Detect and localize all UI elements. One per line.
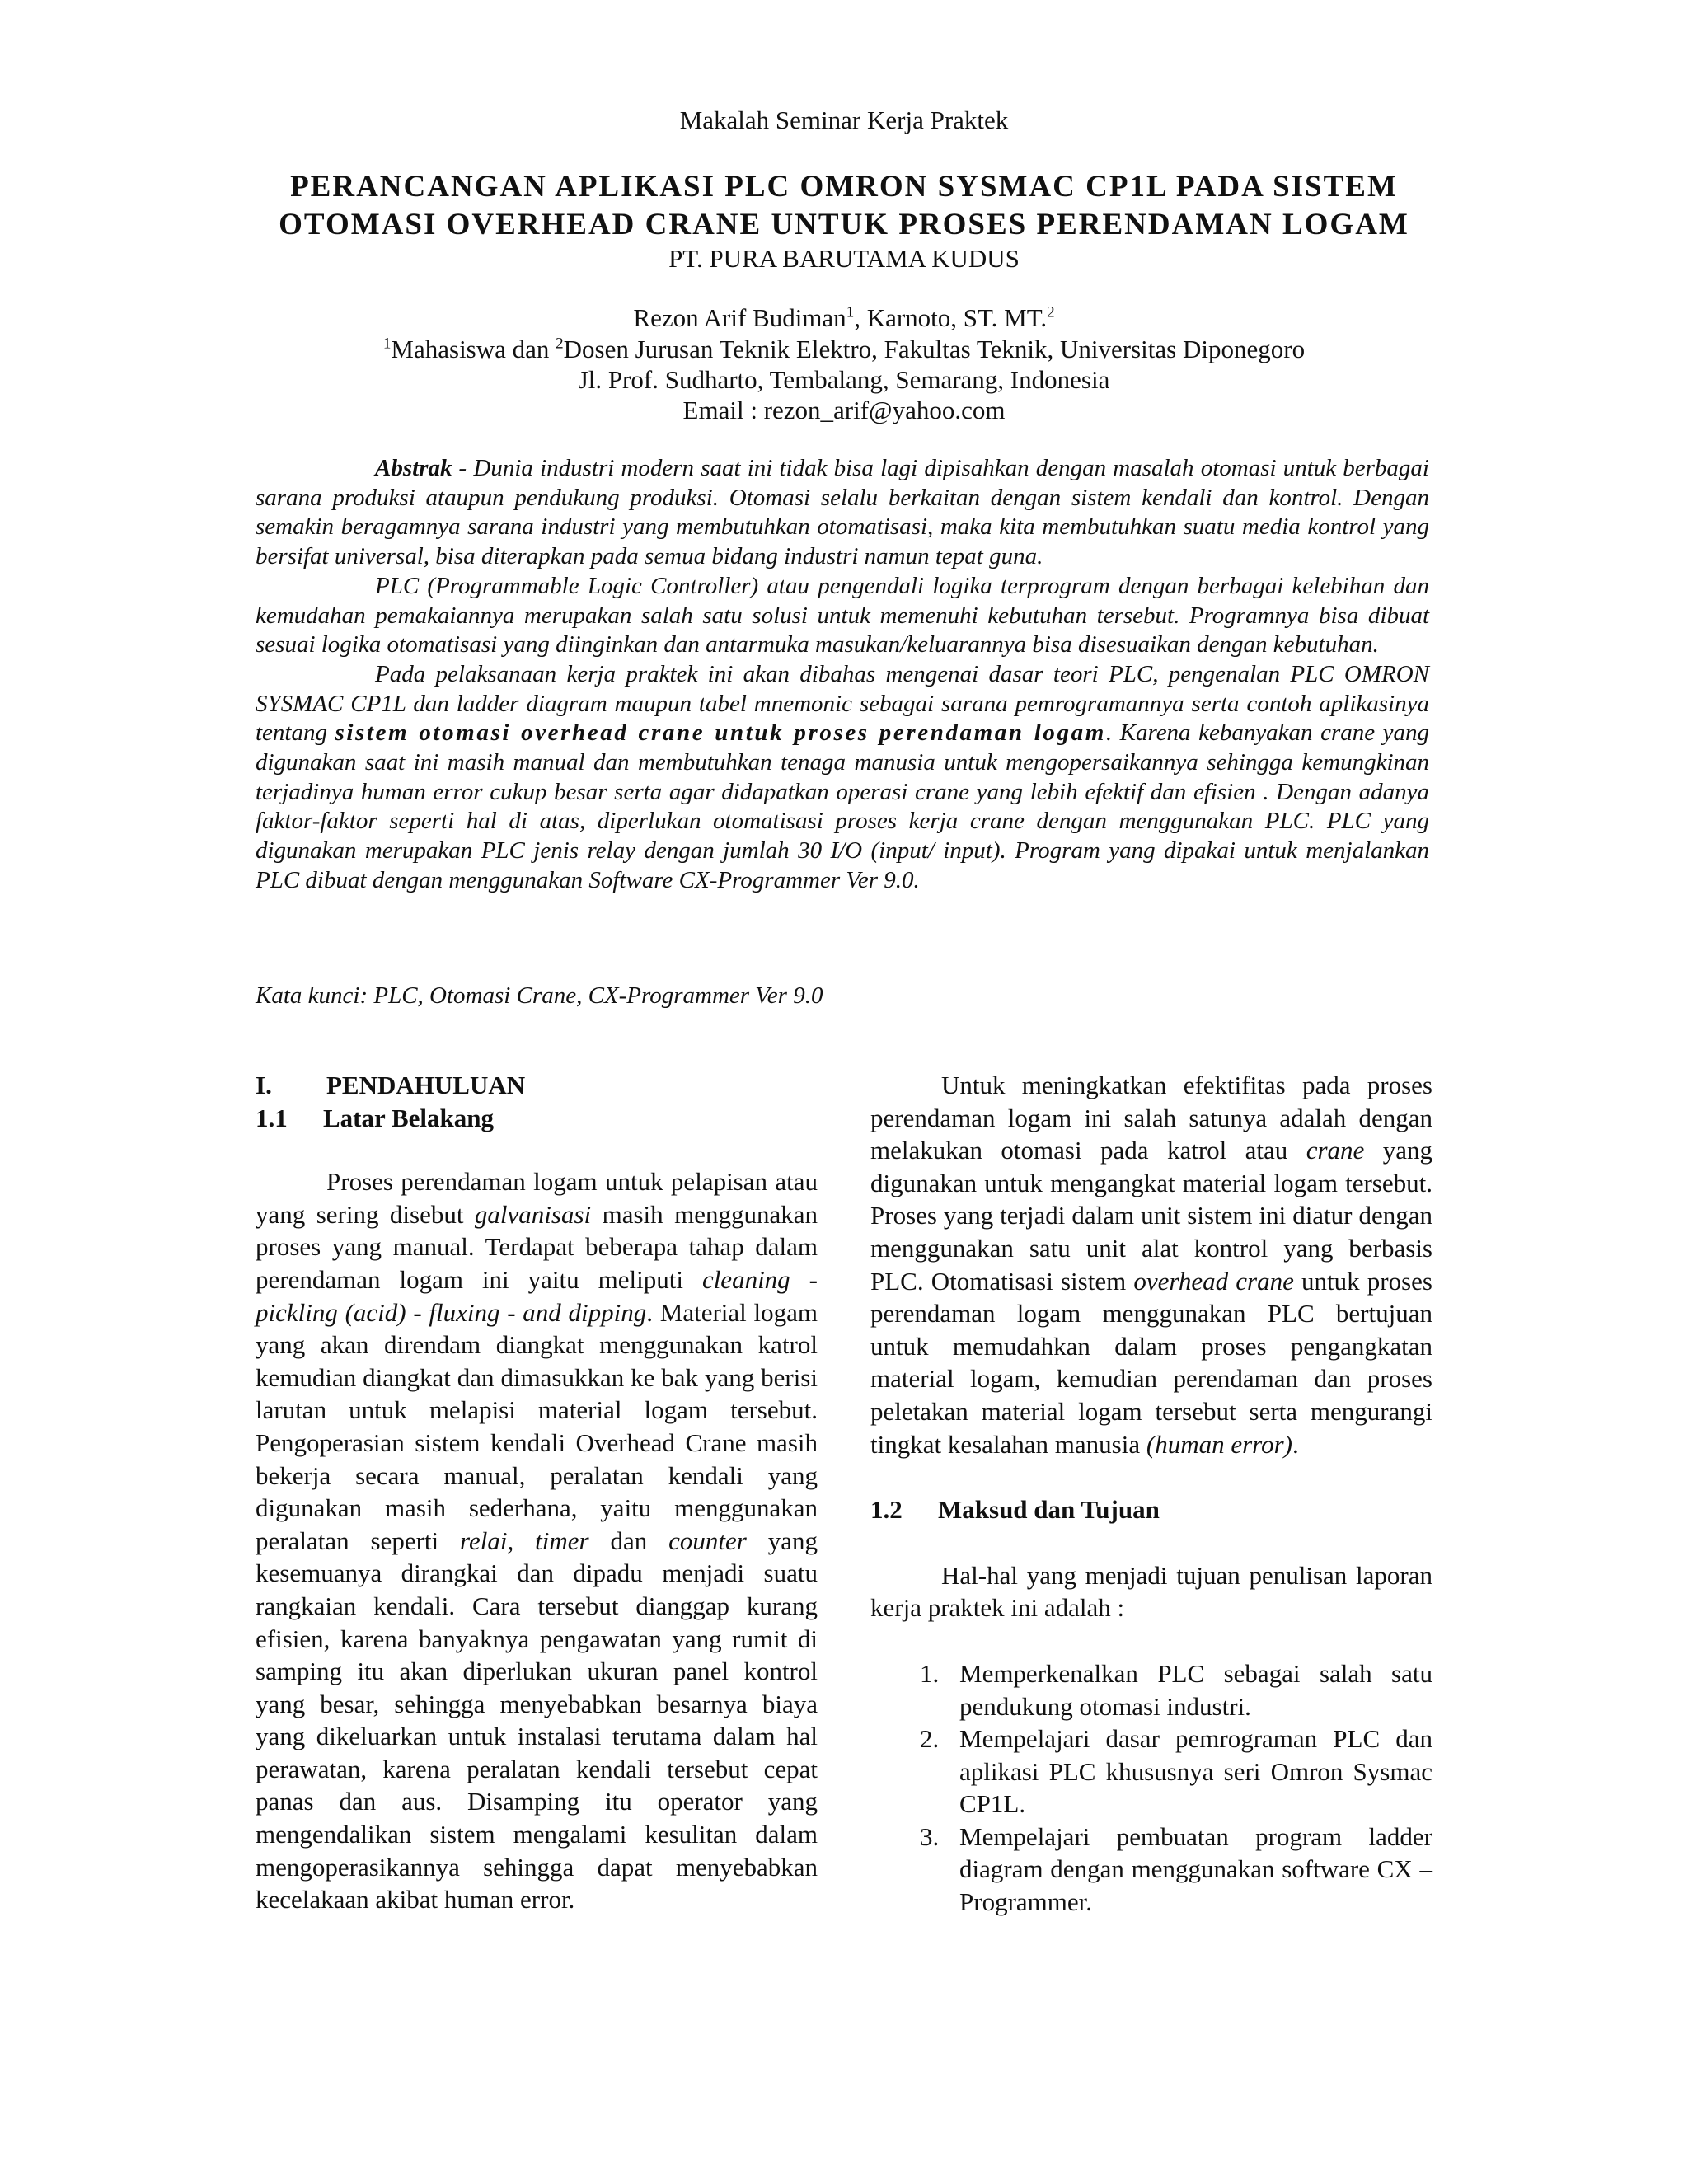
subsection-title: Maksud dan Tujuan (938, 1495, 1160, 1525)
affiliation-sup-2: 2 (556, 335, 564, 353)
keywords: Kata kunci: PLC, Otomasi Crane, CX-Programmer Ver 9.0 (256, 982, 823, 1009)
subsection-number: 1.1 (256, 1103, 288, 1132)
affiliation (0, 335, 1688, 364)
author-1: Rezon Arif Budiman (633, 303, 846, 332)
list-number: 2. (920, 1724, 940, 1754)
author-1-sup: 1 (846, 303, 855, 321)
list-item (870, 1821, 1432, 1919)
body-paragraph-2 (870, 1069, 1432, 1460)
list-item (870, 1657, 1432, 1722)
list-text: Memperkenalkan PLC sebagai salah satu pendukung otomasi industri. (959, 1658, 1432, 1721)
abstract-text-1: Dunia industri modern saat ini tidak bisa lagi dipisahkan dengan masalah otomasi untuk berbagai sarana produksi ataupun pendukung produksi. Otomasi selalu berkaitan dengan sistem kendali dan kontrol. Dengan semakin beragamnya sarana industri yang membutuhkan otomatisasi, maka kita membutuhkan suatu media kontrol yang bersifat universal, bisa diterapkan pada semua bidang industri namun tepat guna. (256, 455, 1429, 570)
text-run: dan (588, 1526, 669, 1555)
text-run: Untuk meningkatkan efektifitas pada proses perendaman logam ini salah satunya adalah dengan melakukan otomasi pada katrol atau (870, 1071, 1432, 1165)
italic-run: overhead crane (1133, 1266, 1294, 1296)
italic-run: counter (668, 1526, 747, 1555)
section-number: I. (256, 1071, 272, 1099)
email: Email : rezon_arif@yahoo.com (682, 396, 1006, 424)
italic-run: (human error) (1146, 1429, 1292, 1459)
paper-title-line-1: PERANCANGAN APLIKASI PLC OMRON SYSMAC CP1L PADA SISTEM (290, 170, 1398, 204)
text-run: Proses perendaman logam untuk pelapisan atau yang sering disebut (256, 1167, 818, 1229)
section-title: PENDAHULUAN (326, 1071, 526, 1099)
text-run: masih menggunakan proses yang manual. Terdapat beberapa tahap dalam perendaman logam ini yaitu meliputi (256, 1199, 818, 1294)
left-column (256, 1069, 818, 1916)
text-run: . (1292, 1429, 1299, 1459)
abstract-text-3a: Pada pelaksanaan kerja praktek ini akan dibahas mengenai dasar teori PLC, pengenalan PLC OMRON SYSMAC CP1L dan ladder diagram maupun tabel mnemonic sebagai sarana pemrogramannya serta contoh aplikasinya tentang (256, 660, 1429, 747)
abstract-paragraph-3 (256, 660, 1429, 896)
running-header: Makalah Seminar Kerja Praktek (679, 105, 1009, 134)
author-2: , Karnoto, ST. MT. (854, 303, 1048, 332)
address: Jl. Prof. Sudharto, Tembalang, Semarang, Indonesia (578, 365, 1110, 394)
section-heading (256, 1069, 818, 1102)
list-item (870, 1722, 1432, 1821)
subsection-heading-1-2 (870, 1493, 1432, 1526)
body-paragraph-1 (256, 1165, 818, 1916)
text-run: . Material logam yang akan direndam diangkat menggunakan katrol kemudian diangkat dan dimasukkan ke bak yang berisi larutan untuk melapisi material logam tersebut. Pengoperasian sistem kendali Overhead Crane masih bekerja secara manual, peralatan kendali yang digunakan masih sederhana, yaitu menggunakan peralatan seperti (256, 1297, 818, 1555)
abstract (256, 454, 1429, 896)
subsection-number: 1.2 (870, 1495, 903, 1525)
italic-run: relai, timer (460, 1526, 589, 1555)
body-paragraph-3: Hal-hal yang menjadi tujuan penulisan laporan kerja praktek ini adalah : (870, 1560, 1432, 1623)
subsection-title: Latar Belakang (323, 1103, 494, 1132)
italic-run: crane (1306, 1136, 1365, 1165)
list-text: Mempelajari pembuatan program ladder diagram dengan menggunakan software CX – Programmer. (959, 1821, 1432, 1917)
abstract-paragraph-1 (256, 454, 1429, 572)
list-number: 1. (920, 1658, 940, 1688)
paper-title-line-2: OTOMASI OVERHEAD CRANE UNTUK PROSES PERENDAMAN LOGAM (279, 208, 1409, 241)
affiliation-part-2: Dosen Jurusan Teknik Elektro, Fakultas Teknik, Universitas Diponegoro (563, 335, 1306, 363)
right-column (870, 1069, 1432, 1919)
text-run: yang digunakan untuk mengangkat material logam tersebut. Proses yang terjadi dalam unit sistem ini diatur dengan menggunakan satu unit alat kontrol yang berbasis PLC. Otomatisasi sistem (870, 1136, 1433, 1296)
abstract-paragraph-2: PLC (Programmable Logic Controller) atau pengendali logika terprogram dengan berbagai kelebihan dan kemudahan pemakaiannya merupakan salah satu solusi untuk memenuhi kebutuhan tersebut. Programnya bisa dibuat sesuai logika otomatisasi yang diinginkan dan antarmuka masukan/keluarannya bisa disesuaikan dengan kebutuhan. (256, 572, 1429, 658)
italic-run: cleaning - pickling (acid) - fluxing - and dipping (256, 1264, 818, 1327)
list-number: 3. (920, 1821, 940, 1851)
paper-title-line-3: PT. PURA BARUTAMA KUDUS (668, 244, 1020, 273)
text-run: yang kesemuanya dirangkai dan dipadu menjadi suatu rangkaian kendali. Cara tersebut dianggap kurang efisien, karena banyaknya pengawatan yang rumit di samping itu akan diperlukan ukuran panel kontrol yang besar, sehingga menyebabkan besarnya biaya yang dikeluarkan untuk instalasi terutama dalam hal perawatan, karena peralatan kendali tersebut cepat panas dan aus. Disamping itu operator yang mengendalikan sistem mengalami kesulitan dalam mengoperasikannya sehingga dapat menyebabkan kecelakaan akibat human error. (256, 1526, 818, 1915)
author-2-sup: 2 (1047, 303, 1055, 321)
abstract-label: Abstrak - (375, 455, 467, 481)
goals-list (870, 1657, 1432, 1919)
italic-run: galvanisasi (474, 1199, 592, 1229)
affiliation-sup-1: 1 (382, 335, 392, 353)
text-run: untuk proses perendaman logam menggunakan PLC bertujuan untuk memudahkan dalam proses pengangkatan material logam, kemudian perendaman dan proses peletakan material logam tersebut serta mengurangi tingkat kesalahan manusia (870, 1266, 1432, 1459)
author-list (0, 303, 1688, 333)
abstract-highlight: sistem otomasi overhead crane untuk proses perendaman logam (335, 719, 1106, 747)
list-text: Mempelajari dasar pemrograman PLC dan aplikasi PLC khususnya seri Omron Sysmac CP1L. (959, 1724, 1432, 1819)
affiliation-part-1: Mahasiswa dan (391, 335, 556, 363)
subsection-heading-1-1 (256, 1102, 818, 1135)
abstract-text-3b: . Karena kebanyakan crane yang digunakan saat ini masih manual dan membutuhkan tenaga manusia untuk mengopersaikannya sehingga kemungkinan terjadinya human error cukup besar serta agar didapatkan operasi crane yang lebih efektif dan efisien . Dengan adanya faktor-faktor seperti hal di atas, diperlukan otomatisasi proses kerja crane dengan menggunakan PLC. PLC yang digunakan merupakan PLC jenis relay dengan jumlah 30 I/O (input/ input). Program yang dipakai untuk menjalankan PLC dibuat dengan menggunakan Software CX-Programmer Ver 9.0. (256, 719, 1429, 893)
